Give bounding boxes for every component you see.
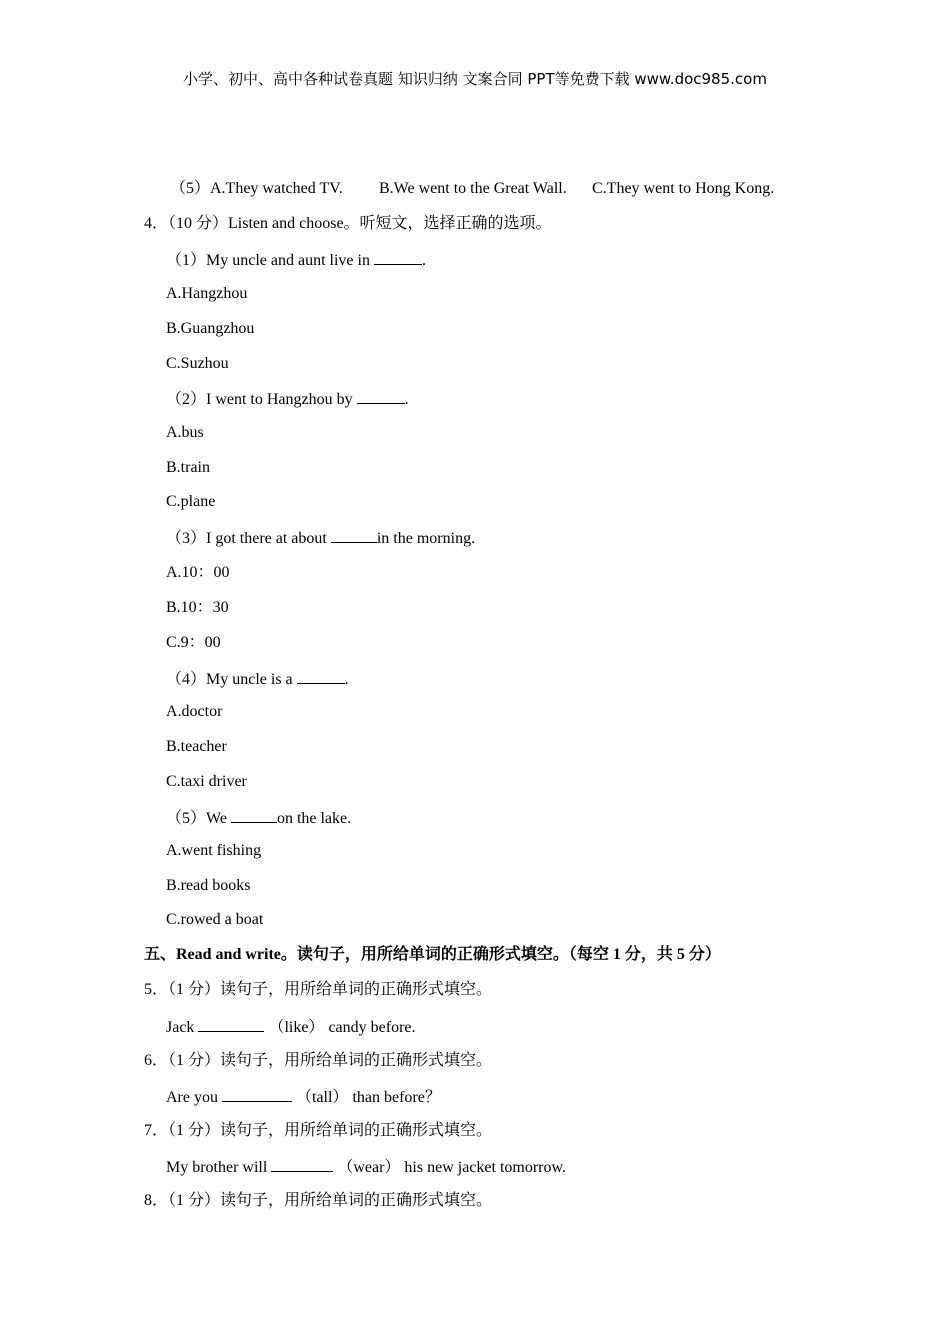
q4-item-1-option-c: C.Suzhou: [166, 355, 229, 372]
answer-blank[interactable]: [231, 807, 277, 823]
q7-heading: 7．（1 分）读句子，用所给单词的正确形式填空。: [144, 1122, 493, 1139]
q4-item-3-option-b: B.10：30: [166, 599, 229, 616]
q4-item-1-option-b: B.Guangzhou: [166, 320, 255, 337]
q4-item-1-option-a: A.Hangzhou: [166, 285, 248, 302]
answer-blank[interactable]: [297, 668, 345, 684]
q3-item-5-option-c: C.They went to Hong Kong.: [592, 180, 775, 197]
page-header: 小学、初中、高中各种试卷真题 知识归纳 文案合同 PPT等免费下载 www.doc985.com: [183, 70, 767, 88]
q8-heading: 8．（1 分）读句子，用所给单词的正确形式填空。: [144, 1192, 493, 1209]
q6-sentence: Are you （tall） than before？: [166, 1086, 441, 1108]
q4-item-4-option-a: A.doctor: [166, 703, 223, 720]
q4-item-3-option-c: C.9：00: [166, 634, 221, 651]
q4-item-2-option-c: C.plane: [166, 493, 216, 510]
q4-title: （10 分）Listen and choose。听短文，选择正确的选项。: [168, 215, 552, 232]
q6-heading: 6．（1 分）读句子，用所给单词的正确形式填空。: [144, 1052, 493, 1069]
q4-number: 4．: [144, 215, 169, 232]
q4-item-5-option-c: C.rowed a boat: [166, 911, 264, 928]
answer-blank[interactable]: [357, 388, 405, 404]
q5-heading: 5．（1 分）读句子，用所给单词的正确形式填空。: [144, 981, 493, 998]
section-5-title: 五、Read and write。读句子，用所给单词的正确形式填空。（每空 1 分，共 5 分）: [144, 946, 721, 963]
answer-blank[interactable]: [374, 249, 422, 265]
q4-item-5-option-a: A.went fishing: [166, 842, 262, 859]
answer-blank[interactable]: [271, 1156, 333, 1172]
q5-sentence: Jack （like） candy before.: [166, 1016, 416, 1038]
q3-item-5-option-b: B.We went to the Great Wall.: [379, 180, 567, 197]
q4-item-2-stem: （2）I went to Hangzhou by .: [166, 388, 409, 410]
answer-blank[interactable]: [198, 1016, 264, 1032]
q4-item-4-option-b: B.teacher: [166, 738, 227, 755]
q4-item-3-stem: （3）I got there at about in the morning.: [166, 527, 475, 549]
q4-item-1-stem: （1）My uncle and aunt live in .: [166, 249, 426, 271]
q4-heading: [144, 214, 552, 234]
answer-blank[interactable]: [222, 1086, 292, 1102]
q4-item-5-stem: （5）We on the lake.: [166, 807, 351, 829]
q4-item-2-option-b: B.train: [166, 459, 210, 476]
q3-item-5-option-a: （5）A.They watched TV.: [170, 180, 343, 197]
q7-sentence: My brother will （wear） his new jacket tomorrow.: [166, 1156, 566, 1178]
q4-item-4-stem: （4）My uncle is a .: [166, 668, 349, 690]
q4-item-5-option-b: B.read books: [166, 877, 251, 894]
q4-item-4-option-c: C.taxi driver: [166, 773, 247, 790]
answer-blank[interactable]: [331, 527, 377, 543]
q4-item-3-option-a: A.10：00: [166, 564, 230, 581]
q4-item-2-option-a: A.bus: [166, 424, 204, 441]
